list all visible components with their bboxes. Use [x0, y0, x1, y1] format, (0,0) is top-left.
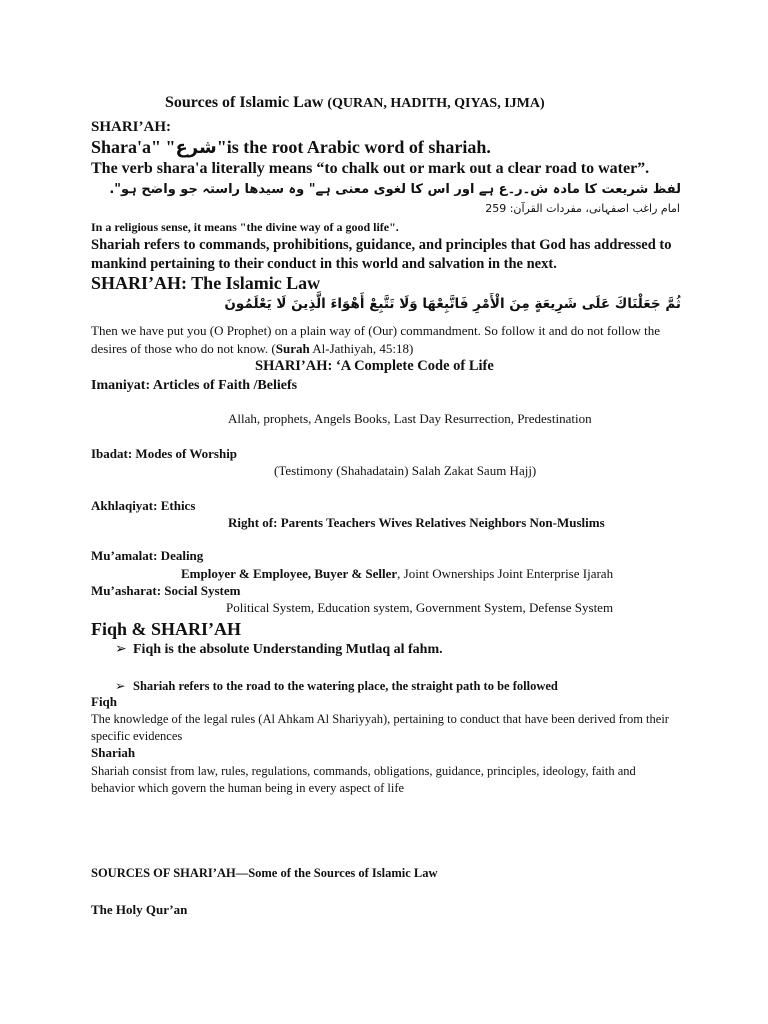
surah-label: Surah	[275, 341, 310, 356]
imaniyat-heading: Imaniyat: Articles of Faith /Beliefs	[91, 378, 298, 393]
muamalat-detail-rest: , Joint Ownerships Joint Enterprise Ijarah	[397, 566, 614, 581]
holy-quran-heading: The Holy Qur’an	[91, 902, 188, 917]
urdu-reference: امام راغب اصفہانی، مفردات القرآن: 259	[485, 202, 680, 215]
shara-arabic: شرع	[175, 137, 217, 158]
title-sub: (QURAN, HADITH, QIYAS, IJMA)	[327, 96, 545, 111]
shariah-label: Shariah	[91, 745, 136, 760]
title-main: Sources of Islamic Law	[165, 94, 324, 111]
document-title	[165, 94, 545, 112]
bullet-text-1: Fiqh is the absolute Understanding Mutlaq al fahm.	[133, 642, 443, 657]
arrow-bullet-icon: ➢	[115, 678, 126, 693]
translation-text: Then we have put you (O Prophet) on a plain way of (Our) commandment. So follow it and do not follow the desires of those who do not know. (	[91, 323, 660, 356]
code-of-life-heading: SHARI’AH: ‘A Complete Code of Life	[255, 358, 494, 374]
sources-heading: SOURCES OF SHARI’AH—Some of the Sources of Islamic Law	[91, 866, 438, 880]
shara-line	[91, 137, 491, 158]
urdu-line: لفظ شریعت کا مادہ ش۔ر۔ع ہے اور اس کا لغوی معنی ہے" وہ سیدھا راستہ جو واضح ہو".	[109, 182, 681, 197]
ibadat-detail: (Testimony (Shahadatain) Salah Zakat Saum Hajj)	[274, 463, 537, 478]
bullet-text-2: Shariah refers to the road to the watering place, the straight path to be followed	[133, 679, 558, 693]
muamalat-detail	[181, 566, 613, 582]
fiqh-label: Fiqh	[91, 694, 118, 709]
shara-prefix: Shara'a" "	[91, 137, 176, 157]
imaniyat-detail: Allah, prophets, Angels Books, Last Day Resurrection, Predestination	[228, 411, 592, 426]
shariah-definition: Shariah consist from law, rules, regulations, commands, obligations, guidance, principles, ideology, faith and behavior which govern the human being in every aspect of life	[91, 764, 636, 795]
shariah-refers-paragraph: Shariah refers to commands, prohibitions, guidance, and principles that God has addressed to mankind pertaining to their conduct in this world and salvation in the next.	[91, 237, 672, 272]
bullet-item-1	[115, 641, 443, 658]
akhlaqiyat-detail: Right of: Parents Teachers Wives Relatives Neighbors Non-Muslims	[228, 515, 605, 530]
fiqh-shariah-heading: Fiqh & SHARI’AH	[91, 619, 242, 639]
surah-reference: Al-Jathiyah, 45:18)	[309, 341, 414, 356]
arrow-bullet-icon: ➢	[115, 641, 127, 657]
muamalat-heading: Mu’amalat: Dealing	[91, 548, 204, 563]
ibadat-heading: Ibadat: Modes of Worship	[91, 446, 238, 461]
shara-suffix: "is the root Arabic word of shariah.	[216, 137, 491, 157]
islamic-law-heading: SHARI’AH: The Islamic Law	[91, 273, 321, 293]
religious-sense: In a religious sense, it means "the divine way of a good life".	[91, 220, 399, 234]
verse-translation	[91, 322, 681, 358]
bullet-item-2	[115, 678, 558, 694]
muasharat-heading: Mu’asharat: Social System	[91, 583, 241, 598]
shariah-heading: SHARI’AH:	[91, 119, 172, 135]
akhlaqiyat-heading: Akhlaqiyat: Ethics	[91, 498, 196, 513]
muasharat-detail: Political System, Education system, Government System, Defense System	[226, 600, 614, 615]
quran-verse-arabic: ثُمَّ جَعَلْنَاكَ عَلَى شَرِيعَةٍ مِنَ الْأَمْرِ فَاتَّبِعْهَا وَلَا تَتَّبِعْ أَهْوَاءَ الَّذِينَ لَا يَعْلَمُونَ	[224, 296, 681, 312]
fiqh-definition: The knowledge of the legal rules (Al Ahkam Al Shariyyah), pertaining to conduct that have been derived from their specific evidences	[91, 712, 669, 743]
muamalat-detail-bold: Employer & Employee, Buyer & Seller	[181, 566, 398, 581]
verb-line: The verb shara'a literally means “to chalk out or mark out a clear road to water”.	[91, 160, 650, 177]
